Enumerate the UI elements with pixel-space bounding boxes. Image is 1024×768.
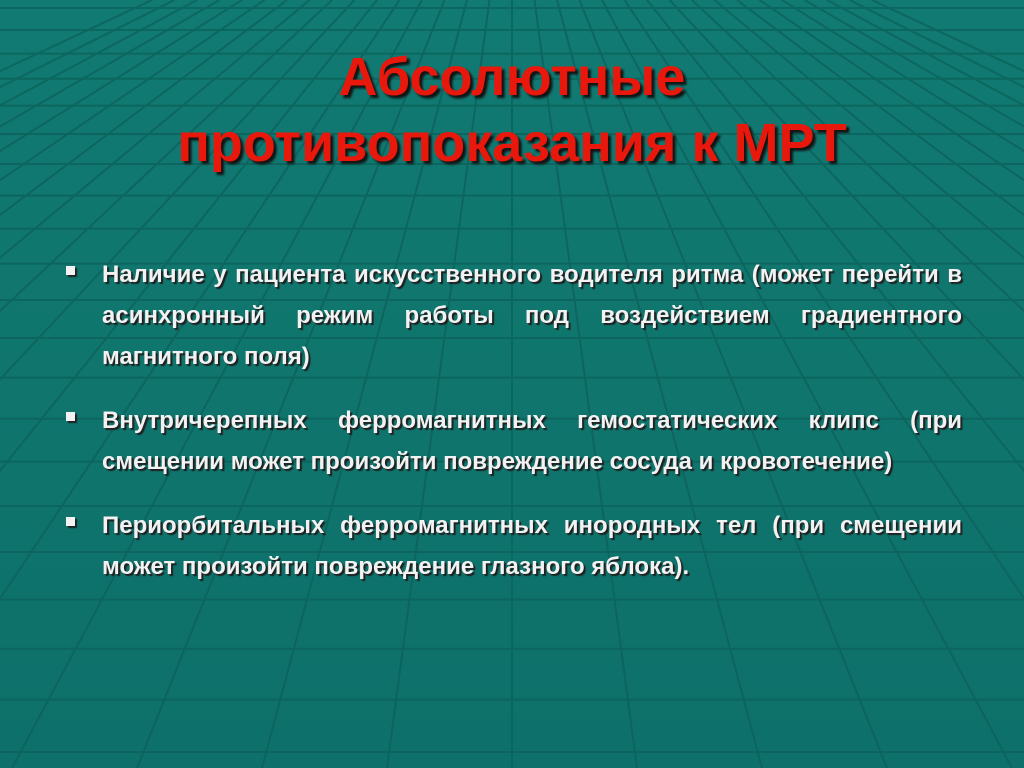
bullet-item-periorbital-bodies [58, 505, 962, 587]
title-line-2: противопоказания к МРТ [177, 113, 847, 173]
bullet-item-intracranial-clips [58, 400, 962, 482]
square-bullet-icon [66, 266, 75, 275]
square-bullet-icon [66, 412, 75, 421]
bullet-text: Наличие у пациента искусственного водителя ритма (может перейти в асинхронный режим работы под воздействием градиентного магнитного поля) [102, 261, 962, 370]
bullet-list [58, 254, 962, 610]
square-bullet-icon [66, 517, 75, 526]
slide-title [80, 44, 944, 176]
bullet-text: Внутричерепных ферромагнитных гемостатических клипс (при смещении может произойти повреждение сосуда и кровотечение) [102, 407, 962, 475]
title-line-1: Абсолютные [338, 47, 686, 107]
bullet-text: Периорбитальных ферромагнитных инородных тел (при смещении может произойти повреждение глазного яблока). [102, 512, 962, 580]
bullet-item-pacemaker [58, 254, 962, 377]
